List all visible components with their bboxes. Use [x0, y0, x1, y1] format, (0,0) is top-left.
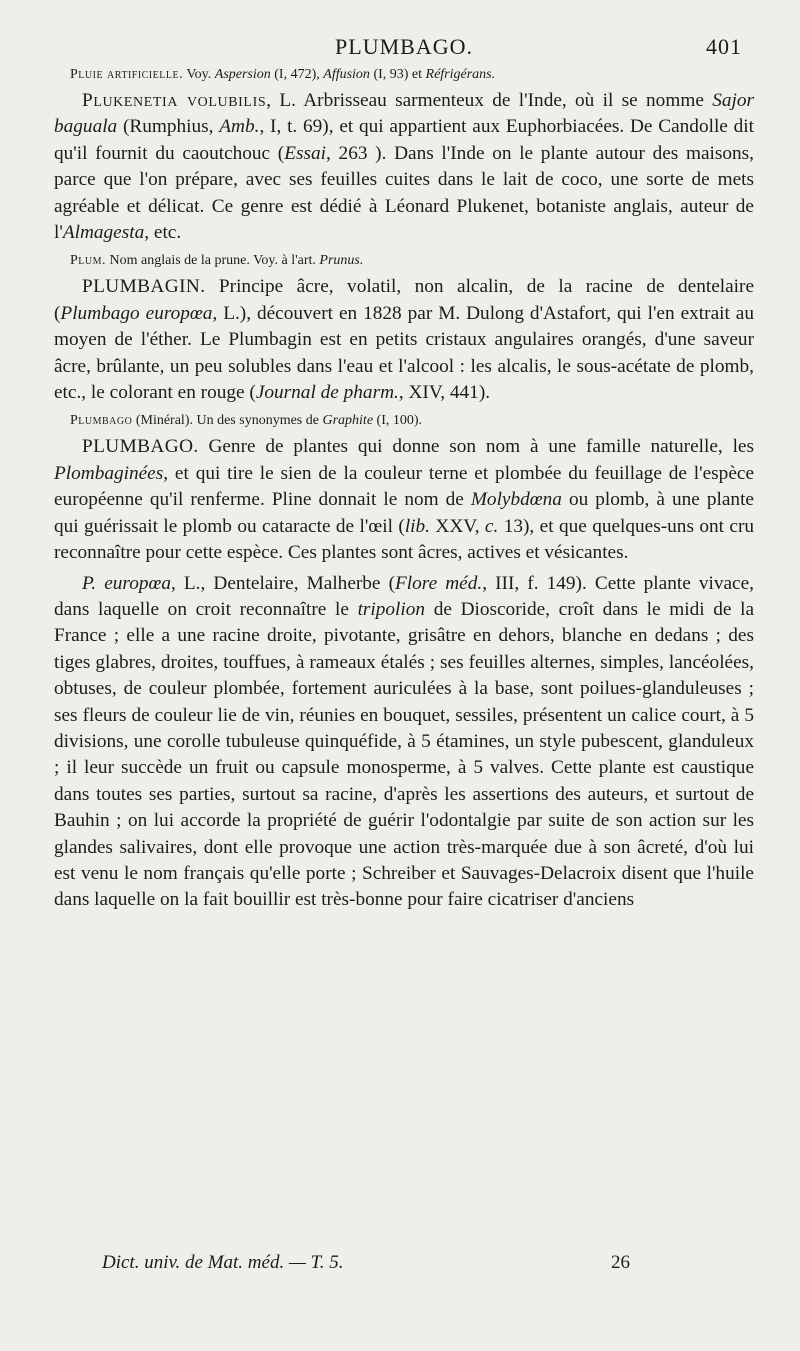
- entry-head: Plum.: [70, 253, 107, 269]
- running-head: [54, 30, 754, 64]
- entry-plum: Plum. Nom anglais de la prune. Voy. à l'art. Prunus.: [70, 253, 364, 269]
- entry-plumbago: PLUMBAGO. Genre de plantes qui donne son nom à une famille naturelle, les Plombaginées, et qui tire le sien de la couleur terne et plombée du feuillage de l'espèce européenne qu'il renferme. Pline donnait le nom de Molybdœna ou plomb, à une plante qui guérissait le plomb ou cataracte de l'œil (lib. XXV, c. 13), et que quelques-uns ont cru reconnaître pour cette espèce. Ces plantes sont âcres, actives et vésicantes.: [54, 436, 755, 564]
- page-footer: [102, 1252, 630, 1274]
- entry-head: Plumbago: [70, 413, 133, 429]
- entry-head: PLUMBAGO.: [82, 436, 199, 458]
- entry-head: Plukenetia volubilis: [82, 90, 267, 111]
- entry-pluie-artificielle: Pluie artificielle. Voy. Aspersion (I, 472), Affusion (I, 93) et Réfrigérans.: [70, 67, 496, 82]
- entry-head: PLUMBAGIN.: [82, 276, 206, 298]
- footer-title: Dict. univ. de Mat. méd. — T. 5.: [102, 1252, 344, 1273]
- signature-mark: 26: [611, 1252, 630, 1273]
- species-name: P. europœa: [82, 572, 171, 594]
- entry-plukenetia: Plukenetia volubilis, L. Arbrisseau sarmenteux de l'Inde, où il se nomme Sajor baguala (Rumphius, Amb., I, t. 69), et qui appartient aux Euphorbiacées. De Candolle dit qu'il fournit du caoutchouc (Essai, 263 ). Dans l'Inde on le plante autour des maisons, parce que l'on prépare, avec ses feuilles cuites dans le lait de coco, une sorte de mets agréable et délicat. Ce genre est dédié à Léonard Plukenet, botaniste anglais, auteur de l'Almagesta, etc.: [54, 90, 754, 244]
- page-title: PLUMBAGO.: [335, 34, 473, 59]
- entry-plumbago-europaea: P. europœa, L., Dentelaire, Malherbe (Flore méd., III, f. 149). Cette plante vivace, dans laquelle on croit reconnaître le tripolion de Dioscoride, croît dans le midi de la France ; elle a une racine droite, pivotante, grisâtre en dehors, blanche en dedans ; des tiges glabres, droites, touffues, à rameaux étalés ; ses feuilles alternes, simples, lancéolées, obtuses, de couleur plombée, fortement auriculées à la base, sont poilues-glanduleuses ; ses fleurs de couleur lie de vin, réunies en bouquet, sessiles, présentent un calice court, à 5 divisions, une corolle tubuleuse quinquéfide, à 5 étamines, un style pubescent, glanduleux ; il leur succède un fruit ou capsule monosperme, à 5 valves. Cette plante est caustique dans toutes ses parties, surtout sa racine, d'après les assertions des auteurs, et surtout de Bauhin ; on lui accorde la propriété de guérir l'odontalgie par suite de son action sur les glandes salivaires, dont elle provoque une action très-marquée due à son âcreté, d'où lui est venu le nom français qu'elle porte ; Schreiber et Sauvages-Delacroix disent que l'huile dans laquelle on la fait bouillir est très-bonne pour faire cicatriser d'anciens: [54, 572, 754, 911]
- entry-plumbago-mineral: Plumbago (Minéral). Un des synonymes de Graphite (I, 100).: [70, 413, 423, 429]
- entry-plumbagin: PLUMBAGIN. Principe âcre, volatil, non alcalin, de la racine de dentelaire (Plumbago europœa, L.), découvert en 1828 par M. Dulong d'Astafort, qui l'en extrait au moyen de l'éther. Le Plumbagin est en petits cristaux angulaires orangés, d'une saveur âcre, brûlante, un peu solubles dans l'eau et l'alcool : les alcalis, le sous-acétate de plomb, etc., le colorant en rouge (Journal de pharm., XIV, 441).: [54, 276, 754, 404]
- page-number: 401: [706, 34, 742, 59]
- entry-head: Pluie artificielle.: [70, 67, 184, 82]
